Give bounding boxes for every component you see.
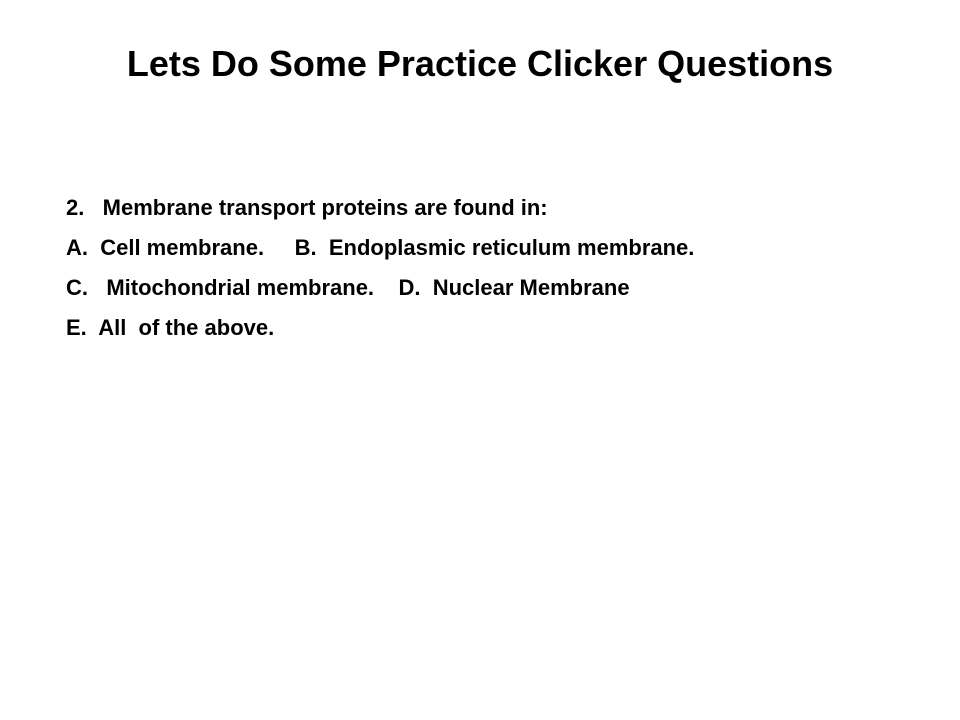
question-stem: 2. Membrane transport proteins are found in: [66,195,548,220]
answer-option-e: E. All of the above. [66,315,275,340]
question-block [66,188,926,348]
slide-title: Lets Do Some Practice Clicker Questions [126,43,834,84]
answer-options-ab: A. Cell membrane. B. Endoplasmic reticulum membrane. [66,235,695,260]
answer-options-cd: C. Mitochondrial membrane. D. Nuclear Membrane [66,275,630,300]
